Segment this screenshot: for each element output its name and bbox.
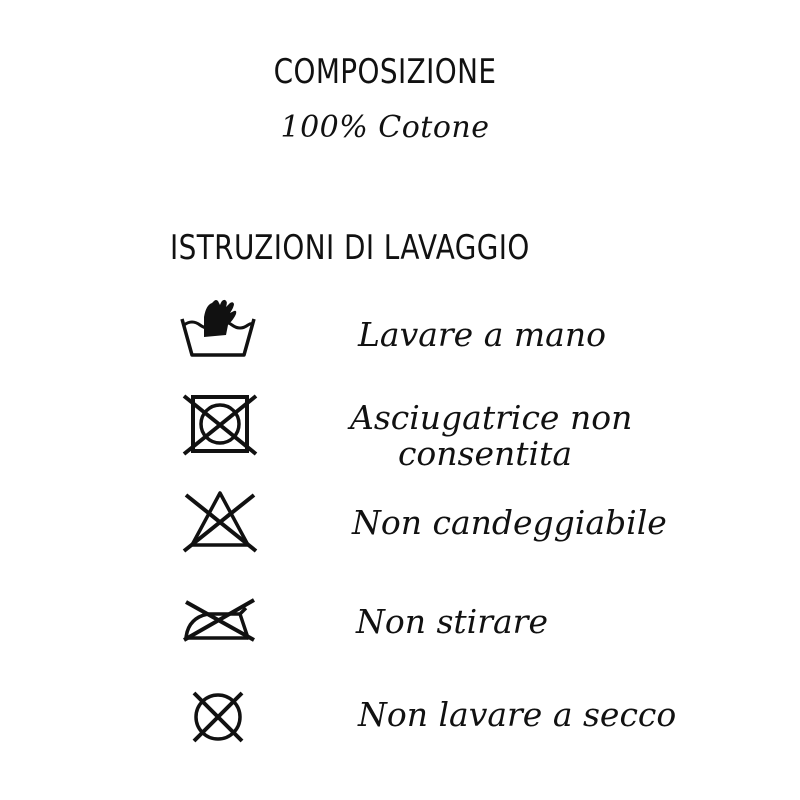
no-bleach-icon bbox=[178, 487, 260, 557]
care-label-no-tumble-dry-line2: consentita bbox=[397, 434, 573, 473]
no-iron-icon bbox=[178, 590, 260, 660]
care-label-hand-wash: Lavare a mano bbox=[358, 315, 606, 354]
care-label-no-bleach: Non candeggiabile bbox=[352, 503, 667, 542]
no-dry-clean-icon bbox=[178, 683, 260, 753]
care-label-no-tumble-dry bbox=[350, 398, 633, 473]
composition-value: 100% Cotone bbox=[280, 110, 490, 145]
care-label-no-iron: Non stirare bbox=[356, 602, 548, 641]
hand-wash-icon bbox=[178, 295, 260, 365]
care-label-no-dry-clean: Non lavare a secco bbox=[358, 695, 677, 734]
care-label-no-tumble-dry-line1: Asciugatrice non bbox=[350, 398, 633, 437]
composition-title: COMPOSIZIONE bbox=[273, 52, 497, 92]
no-tumble-dry-icon bbox=[178, 390, 260, 460]
washing-instructions-title: ISTRUZIONI DI LAVAGGIO bbox=[170, 228, 530, 268]
